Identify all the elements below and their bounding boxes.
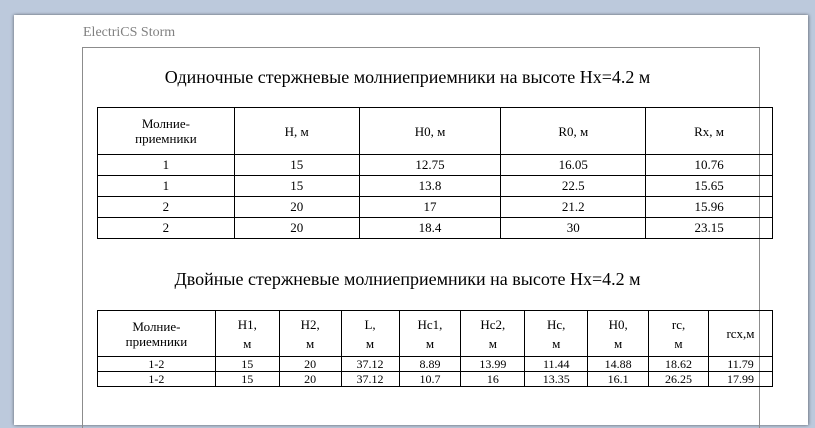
table-cell: 20: [234, 197, 359, 218]
table-cell: 26.25: [649, 372, 709, 387]
column-header: rcx,м: [709, 311, 773, 357]
column-header: Rx, м: [646, 108, 773, 155]
table-header-row: [98, 311, 773, 357]
column-header: L, м: [341, 311, 399, 357]
table-row: [98, 372, 773, 387]
table-cell: 30: [501, 218, 646, 239]
table-cell: 20: [234, 218, 359, 239]
table-cell: 10.76: [646, 155, 773, 176]
table-cell: 37.12: [341, 357, 399, 372]
table-cell: 2: [98, 218, 235, 239]
table-row: [98, 176, 773, 197]
table-header-row: [98, 108, 773, 155]
table-cell: 16.1: [588, 372, 649, 387]
table-cell: 1: [98, 155, 235, 176]
table-cell: 2: [98, 197, 235, 218]
table-cell: 17.99: [709, 372, 773, 387]
table-cell: 17: [359, 197, 501, 218]
column-header: H, м: [234, 108, 359, 155]
table-cell: 1-2: [98, 357, 216, 372]
table-cell: 15: [215, 357, 279, 372]
table-cell: 20: [279, 372, 341, 387]
table-cell: 15: [234, 155, 359, 176]
table-cell: 18.4: [359, 218, 501, 239]
table-cell: 22.5: [501, 176, 646, 197]
table-row: [98, 218, 773, 239]
table-cell: 8.89: [399, 357, 461, 372]
table-cell: 15: [215, 372, 279, 387]
table-cell: 16.05: [501, 155, 646, 176]
table-row: [98, 197, 773, 218]
table-cell: 15.96: [646, 197, 773, 218]
double-rod-table: [97, 310, 773, 387]
page-header: ElectriCS Storm: [83, 25, 176, 40]
column-header: R0, м: [501, 108, 646, 155]
table1-title: Одиночные стержневые молниеприемники на высоте Hx=4.2 м: [164, 67, 651, 87]
table-cell: 12.75: [359, 155, 501, 176]
table-cell: 23.15: [646, 218, 773, 239]
table-cell: 15.65: [646, 176, 773, 197]
table-cell: 11.79: [709, 357, 773, 372]
table-cell: 1: [98, 176, 235, 197]
column-header: H2, м: [279, 311, 341, 357]
table2-title: Двойные стержневые молниеприемники на высоте Hx=4.2 м: [174, 269, 641, 289]
table-cell: 13.35: [525, 372, 588, 387]
column-header: Молние- приемники: [98, 311, 216, 357]
table-row: [98, 155, 773, 176]
table-cell: 14.88: [588, 357, 649, 372]
table-cell: 37.12: [341, 372, 399, 387]
column-header: Молние- приемники: [98, 108, 235, 155]
table-cell: 13.8: [359, 176, 501, 197]
column-header: H0, м: [359, 108, 501, 155]
column-header: Hc1, м: [399, 311, 461, 357]
column-header: rc, м: [649, 311, 709, 357]
column-header: H0, м: [588, 311, 649, 357]
table-cell: 21.2: [501, 197, 646, 218]
column-header: Hc, м: [525, 311, 588, 357]
table-row: [98, 357, 773, 372]
table-cell: 1-2: [98, 372, 216, 387]
table-cell: 15: [234, 176, 359, 197]
table-cell: 11.44: [525, 357, 588, 372]
table-cell: 18.62: [649, 357, 709, 372]
table-cell: 16: [461, 372, 525, 387]
table-cell: 20: [279, 357, 341, 372]
column-header: H1, м: [215, 311, 279, 357]
column-header: Hc2, м: [461, 311, 525, 357]
table-cell: 13.99: [461, 357, 525, 372]
single-rod-table: [97, 107, 773, 239]
table-cell: 10.7: [399, 372, 461, 387]
